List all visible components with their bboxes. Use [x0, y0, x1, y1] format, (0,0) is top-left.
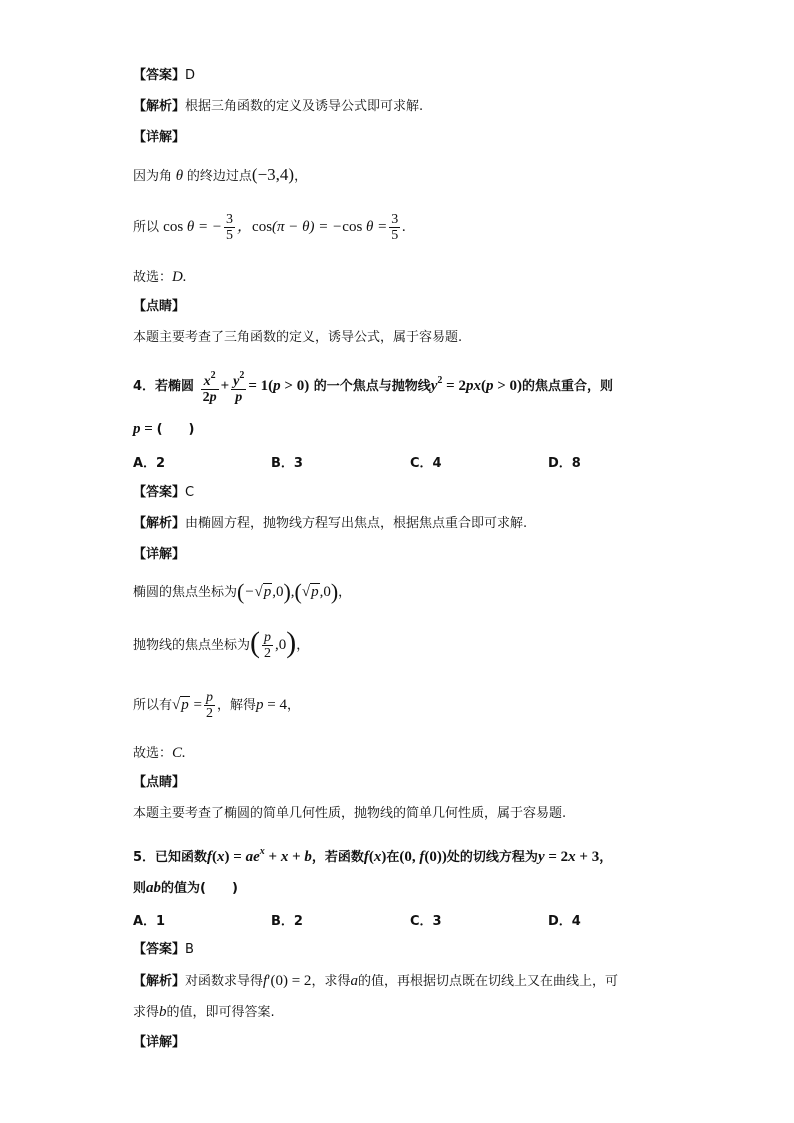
q4-detail-line-1: 椭圆的焦点坐标为(−√p,0),(√p,0)， [133, 579, 352, 604]
q5-option-d: D．4 [548, 914, 581, 929]
q4-stem-line-1: 4．若椭圆 $\frac{x^2}{2p}$ + $\frac{y^2}{p}$ = 1(p > 0) 的一个焦点与抛物线$y^2 = 2px(p > 0)$的焦点重合，则 [133, 370, 614, 405]
q4-option-b: B．3 [271, 456, 303, 471]
answer-value: D [185, 68, 196, 83]
derivative-condition: f′(0) = 2 [263, 973, 312, 989]
point-coords: (−3,4) [251, 165, 295, 184]
q4-option-d: D．8 [548, 456, 581, 471]
q3-analysis-line [133, 98, 423, 116]
function-def: $f(x) = ae^x + x + b$ [207, 846, 312, 865]
q4-detail-line-3: 所以有√p = $\frac{p}{2}$ ，解得p = 4， [133, 690, 300, 722]
q3-comment-tag: 【点睛】 [133, 299, 186, 314]
tangent-line: y = 2x + 3 [537, 849, 600, 865]
focus-equation: √p = $\frac{p}{2}$ [172, 690, 213, 722]
q3-detail-line-2: 所以 cos θ = − $\frac{3}{5}$ ，cos(π − θ) = −cos θ = $\frac{3}{5}$ . [133, 212, 407, 244]
parabola-focus: ( $\frac{p}{2}$ ,0) [250, 626, 297, 662]
theta-symbol: θ [172, 168, 187, 184]
answer-value: B [185, 942, 194, 957]
q5-option-c: C．3 [410, 914, 442, 929]
q4-comment-tag: 【点睛】 [133, 775, 186, 790]
q4-detail-line-2: 抛物线的焦点坐标为( $\frac{p}{2}$ ,0)， [133, 626, 310, 662]
q5-analysis-line-2: 求得b的值，即可得答案. [133, 1004, 275, 1020]
q3-detail-tag: 【详解】 [133, 130, 186, 145]
q3-answer-line [133, 67, 195, 85]
q4-option-c: C．4 [410, 456, 442, 471]
analysis-tag: 【解析】 [133, 99, 186, 114]
formula-cos-theta: cos θ = − $\frac{3}{5}$ ，cos(π − θ) = −cos θ = $\frac{3}{5}$ . [163, 212, 407, 244]
ellipse-formula: $\frac{x^2}{2p}$ [202, 370, 217, 405]
q4-stem-line-2: p = ( ) [133, 421, 195, 437]
q4-analysis-line: 【解析】由椭圆方程，抛物线方程写出焦点，根据焦点重合即可求解. [133, 516, 528, 531]
q4-answer-line: 【答案】C [133, 485, 195, 500]
q4-option-a: A．2 [133, 456, 166, 471]
answer-tag: 【答案】 [133, 68, 186, 83]
q4-detail-tag: 【详解】 [133, 547, 186, 562]
ellipse-foci: (−√p,0),(√p,0) [237, 579, 339, 604]
q4-conclusion: 故选：C. [133, 745, 186, 761]
q5-stem-line-2: 则ab的值为( ) [133, 880, 238, 896]
q3-detail-line-1: 因为角 θ 的终边过点(−3,4)， [133, 165, 308, 184]
q5-option-a: A．1 [133, 914, 166, 929]
q5-stem-line-1: 5．已知函数$f(x) = ae^x + x + b$，若函数f(x)在(0, f(0))处的切线方程为y = 2x + 3， [133, 846, 613, 865]
answer-value: C [185, 485, 195, 500]
q3-conclusion: 故选：D. [133, 269, 187, 285]
analysis-text: 根据三角函数的定义及诱导公式即可求解. [185, 99, 424, 114]
q4-comment-text: 本题主要考查了椭圆的简单几何性质，抛物线的简单几何性质，属于容易题. [133, 806, 567, 821]
q5-option-b: B．2 [271, 914, 303, 929]
q3-comment-text: 本题主要考查了三角函数的定义，诱导公式，属于容易题. [133, 330, 463, 345]
q5-analysis-line-1: 【解析】对函数求导得f′(0) = 2，求得a的值，再根据切点既在切线上又在曲线上，可 [133, 973, 618, 989]
q5-detail-tag: 【详解】 [133, 1035, 186, 1050]
parabola-formula: $y^2 = 2px(p > 0)$ [430, 375, 523, 394]
q5-answer-line: 【答案】B [133, 942, 194, 957]
